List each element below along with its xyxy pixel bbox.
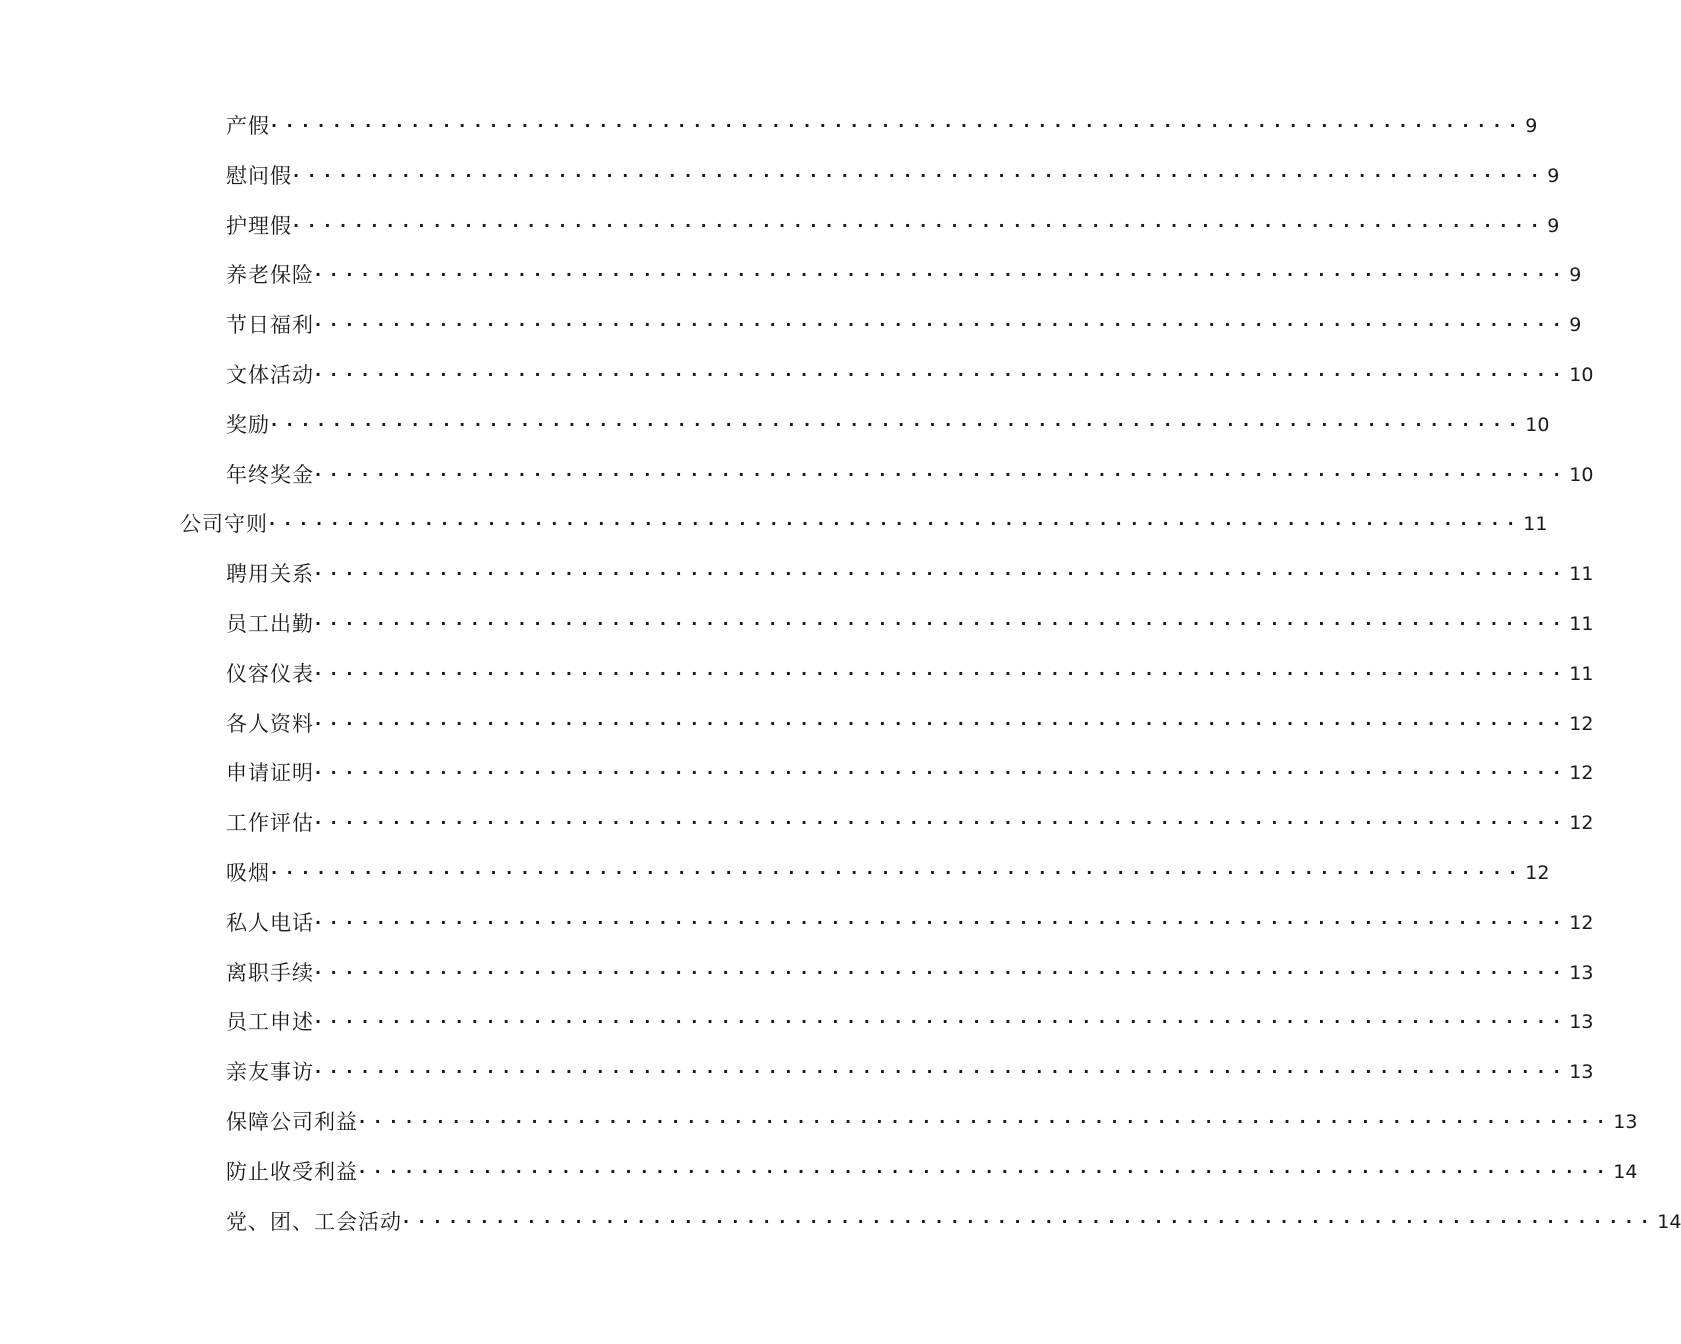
toc-dot-leader: ················································································ (315, 365, 1570, 384)
toc-entry-page: 13 (1569, 1061, 1594, 1084)
toc-entry[interactable] (226, 1157, 1638, 1187)
toc-entry-title: 保障公司利益 (226, 1110, 358, 1134)
toc-dot-leader: ················································································ (271, 414, 1526, 434)
toc-entry-page: 12 (1525, 862, 1550, 884)
toc-entry-title: 申请证明 (226, 761, 314, 786)
toc-entry[interactable] (226, 659, 1594, 689)
toc-dot-leader: ················································································ (271, 863, 1526, 882)
toc-dot-leader: ················································································ (315, 464, 1570, 484)
toc-entry-title: 私人电话 (226, 910, 314, 935)
toc-entry-title: 慰问假 (226, 163, 292, 188)
toc-entry-title: 工作评估 (226, 811, 314, 836)
toc-dot-leader: ················································································ (315, 614, 1570, 633)
toc-entry-title: 防止收受利益 (226, 1159, 358, 1184)
toc-dot-leader: ················································································ (293, 215, 1548, 235)
toc-entry-title: 离职手续 (226, 960, 314, 985)
toc-entry-page: 14 (1657, 1210, 1681, 1233)
toc-entry-title: 节日福利 (226, 313, 314, 338)
toc-entry-page: 13 (1613, 1111, 1638, 1133)
toc-dot-leader: ················································································ (315, 763, 1570, 783)
toc-entry[interactable] (226, 858, 1550, 888)
toc-entry-title: 养老保险 (226, 263, 314, 288)
toc-entry[interactable] (226, 410, 1550, 440)
toc-entry[interactable] (226, 161, 1560, 191)
toc-dot-leader: ················································································ (315, 1012, 1570, 1032)
toc-entry-page: 9 (1547, 164, 1560, 187)
toc-entry-page: 14 (1613, 1160, 1638, 1183)
toc-dot-leader: ················································································ (269, 514, 1524, 534)
toc-dot-leader: ················································································ (315, 912, 1570, 932)
toc-entry[interactable] (226, 211, 1560, 241)
toc-entry[interactable] (226, 1107, 1638, 1137)
toc-entry-page: 11 (1569, 563, 1594, 586)
toc-entry-page: 10 (1569, 364, 1594, 386)
toc-entry-title: 员工出勤 (226, 612, 314, 636)
toc-dot-leader: ················································································ (315, 962, 1570, 982)
toc-entry[interactable] (226, 808, 1594, 838)
toc-entry[interactable] (226, 460, 1594, 490)
toc-entry[interactable] (226, 310, 1582, 340)
toc-entry-page: 13 (1569, 1011, 1594, 1034)
toc-dot-leader: ················································································ (271, 116, 1526, 135)
toc-entry-page: 11 (1569, 662, 1594, 685)
toc-dot-leader: ················································································ (293, 165, 1548, 185)
toc-entry[interactable] (226, 758, 1594, 788)
toc-dot-leader: ················································································ (315, 813, 1570, 833)
toc-entry-title: 员工申述 (226, 1010, 314, 1035)
toc-entry[interactable] (226, 1007, 1594, 1037)
toc-entry-title: 亲友事访 (226, 1060, 314, 1085)
toc-entry[interactable] (226, 260, 1582, 290)
toc-dot-leader: ················································································ (403, 1211, 1658, 1231)
toc-dot-leader: ················································································ (315, 1062, 1570, 1082)
toc-dot-leader: ················································································ (315, 713, 1570, 733)
toc-dot-leader: ················································································ (359, 1112, 1614, 1131)
toc-entry[interactable] (226, 609, 1594, 639)
toc-entry-page: 13 (1569, 961, 1594, 984)
toc-entry-page: 10 (1569, 463, 1594, 486)
toc-entry-title: 党、团、工会活动 (226, 1209, 402, 1234)
toc-entry[interactable] (226, 360, 1594, 390)
toc-entry-title: 产假 (226, 114, 270, 138)
toc-entry-page: 9 (1569, 314, 1582, 337)
toc-entry[interactable] (226, 709, 1594, 739)
toc-entry[interactable] (226, 958, 1594, 988)
toc-entry[interactable] (226, 908, 1594, 938)
toc-entry-title: 奖励 (226, 412, 270, 437)
toc-entry-title: 公司守则 (180, 512, 268, 537)
toc-section-entry[interactable] (180, 509, 1548, 539)
toc-dot-leader: ················································································ (315, 315, 1570, 335)
toc-entry-page: 11 (1523, 513, 1548, 536)
toc-entry[interactable] (226, 111, 1538, 141)
toc-entry-page: 12 (1569, 812, 1594, 835)
toc-entry-title: 各人资料 (226, 711, 314, 736)
toc-entry-page: 12 (1569, 712, 1594, 735)
toc-entry-page: 9 (1525, 115, 1538, 137)
toc-entry-title: 文体活动 (226, 363, 314, 387)
toc-dot-leader: ················································································ (315, 564, 1570, 584)
toc-entry-page: 11 (1569, 613, 1594, 635)
toc-entry-page: 9 (1569, 264, 1582, 287)
toc-entry-title: 护理假 (226, 213, 292, 238)
toc-dot-leader: ················································································ (315, 663, 1570, 683)
toc-entry[interactable] (226, 559, 1594, 589)
toc-entry-page: 9 (1547, 214, 1560, 237)
toc-dot-leader: ················································································ (359, 1161, 1614, 1181)
toc-entry-page: 10 (1525, 413, 1550, 436)
toc-entry-title: 年终奖金 (226, 462, 314, 487)
toc-entry-page: 12 (1569, 911, 1594, 934)
toc-entry[interactable] (226, 1057, 1594, 1087)
toc-entry[interactable] (226, 1207, 1681, 1237)
toc-entry-title: 吸烟 (226, 861, 270, 885)
toc-entry-title: 仪容仪表 (226, 661, 314, 686)
toc-entry-page: 12 (1569, 762, 1594, 785)
toc-dot-leader: ················································································ (315, 265, 1570, 285)
toc-entry-title: 聘用关系 (226, 562, 314, 587)
